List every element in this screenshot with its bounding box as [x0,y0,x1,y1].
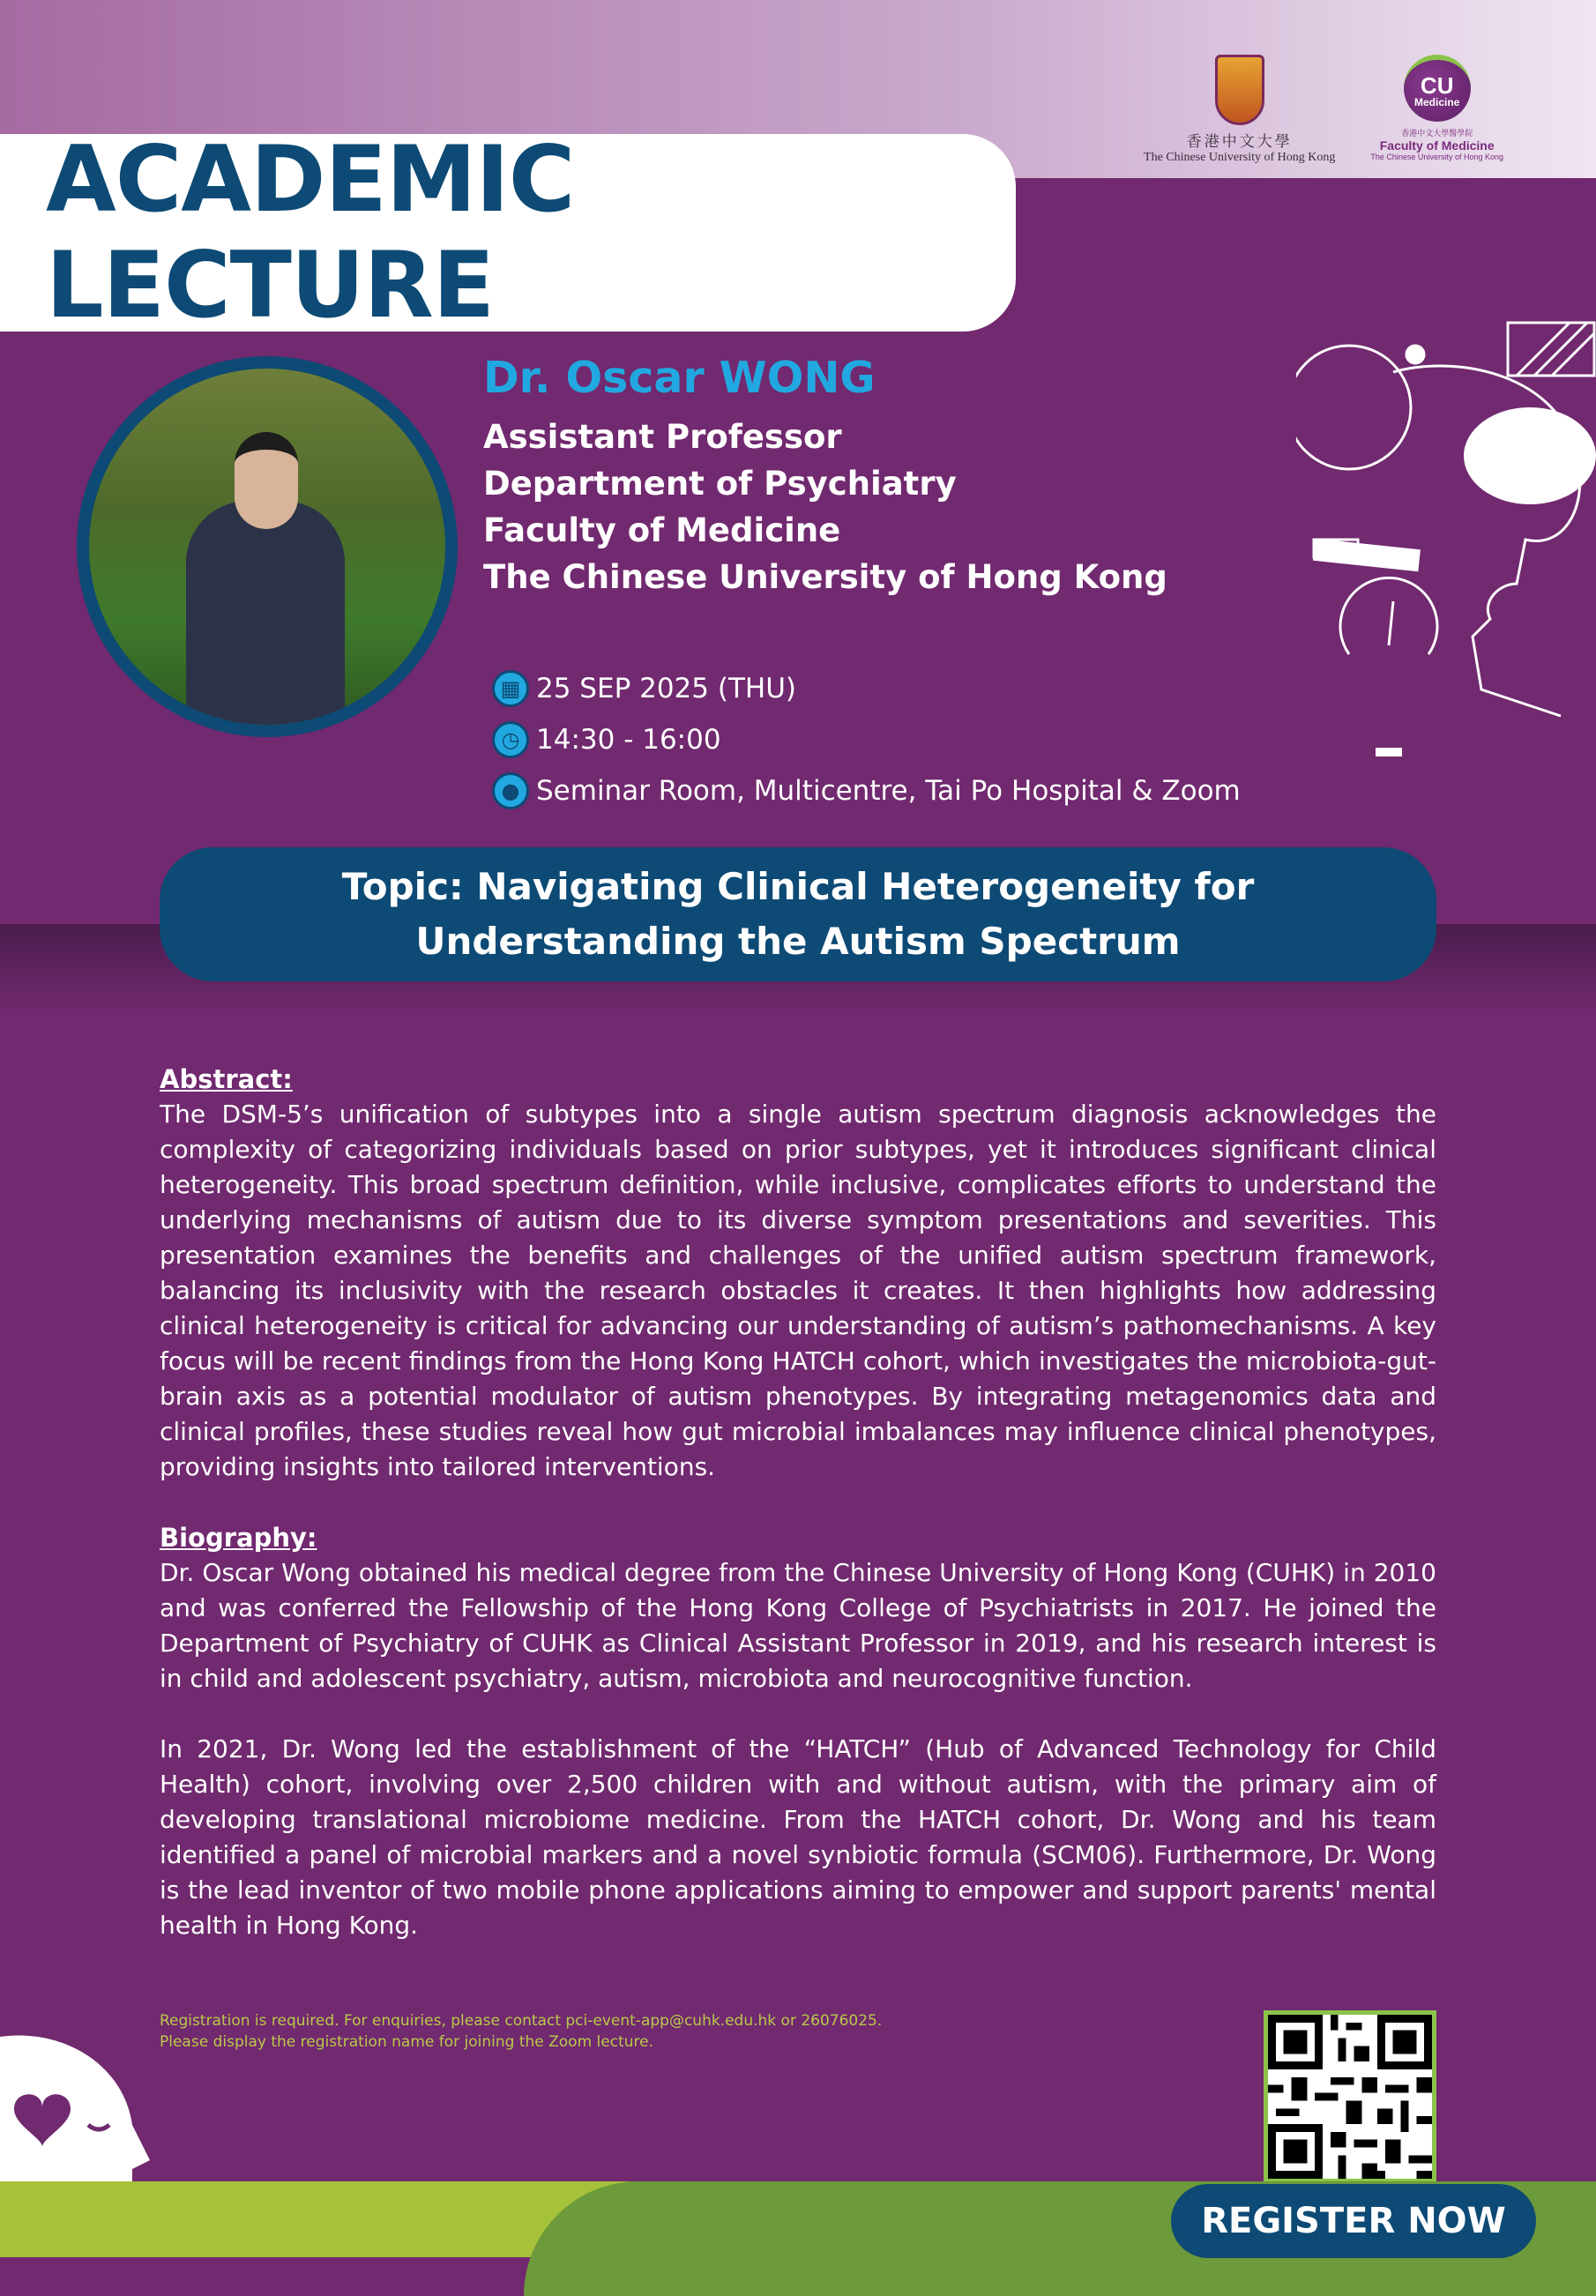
event-time-row [492,714,1241,765]
abstract-heading: Abstract: [160,1064,293,1094]
cuhk-logo [1144,55,1335,165]
badge-bottom-text: Medicine [1414,96,1460,108]
topic-line-1: Topic: Navigating Clinical Heterogeneity for [341,865,1255,908]
speaker-info [483,353,1167,600]
photo-suit-shape [186,501,345,725]
registration-note [160,2010,882,2053]
medicine-logo [1370,55,1503,161]
badge-top-text: CU [1420,72,1454,99]
speaker-photo [77,356,458,737]
title-banner [0,127,1016,339]
topic-banner [160,847,1436,981]
cuhk-crest-icon [1215,55,1264,125]
brain-head-illustration-icon [1296,319,1596,778]
biography-paragraph-2: In 2021, Dr. Wong led the establishment of the “HATCH” (Hub of Advanced Technology for Child Health) cohort, involving over 2,500 children with and without autism, with the primary aim of developing translational microbiome medicine. From the HATCH cohort, Dr. Wong and his team identified a panel of microbial markers and a novel synbiotic formula (SCM06). Furthermore, Dr. Wong is the lead inventor of two mobile phone applications aiming to empower and support parents' mental health in Hong Kong. [160,1734,1436,1940]
faculty-sub-name: The Chinese University of Hong Kong [1370,153,1503,161]
cuhk-english-name: The Chinese University of Hong Kong [1144,151,1336,164]
faculty-english-name: Faculty of Medicine [1379,138,1495,153]
event-time: 14:30 - 16:00 [536,724,721,756]
content-body [160,1062,1436,1943]
logo-group [1144,55,1503,165]
biography-heading: Biography: [160,1523,317,1553]
event-venue: Seminar Room, Multicentre, Tai Po Hospital & Zoom [536,775,1241,807]
speaker-faculty: Faculty of Medicine [483,511,841,549]
speaker-position: Assistant Professor [483,418,842,456]
person-icon: ● [492,772,529,809]
page-title: ACADEMIC LECTURE [46,127,575,339]
clock-icon: ◷ [492,721,529,758]
registration-note-line-2: Please display the registration name for joining the Zoom lecture. [160,2033,653,2051]
speaker-photo-image [89,369,445,725]
event-venue-row [492,765,1241,816]
cuhk-chinese-name: 香港中文大學 [1186,133,1293,151]
calendar-icon: ▦ [492,670,529,707]
event-date: 25 SEP 2025 (THU) [536,673,796,704]
topic-line-2: Understanding the Autism Spectrum [415,920,1181,963]
event-details [492,663,1241,816]
cu-medicine-badge-icon [1404,55,1471,122]
biography-paragraph-1: Dr. Oscar Wong obtained his medical degree from the Chinese University of Hong Kong (CUHK) in 2010 and was conferred the Fellowship of the Hong Kong College of Psychiatrists in 2017. He joined the Department of Psychiatry of CUHK as Clinical Assistant Professor in 2019, and his research interest is in child and adolescent psychiatry, autism, microbiota and neurocognitive function. [160,1558,1436,1693]
event-date-row [492,663,1241,714]
abstract-text: The DSM-5’s unification of subtypes into a single autism spectrum diagnosis acknowledges the complexity of categorizing individuals based on prior subtypes, yet it introduces significant clinical heterogeneity. This broad spectrum definition, while inclusive, complicates efforts to understand the underlying mechanisms of autism due to its diverse symptom presentations and severities. This presentation examines the benefits and challenges of the unified autism spectrum framework, balancing its inclusivity with the research obstacles it creates. It then highlights how addressing clinical heterogeneity is critical for advancing our understanding of autism’s pathomechanisms. A key focus will be recent findings from the Hong Kong HATCH cohort, which investigates the microbiota-gut-brain axis as a potential modulator of autism phenotypes. By integrating metagenomics data and clinical profiles, these studies reveal how gut microbial imbalances may influence clinical phenotypes, providing insights into tailored interventions. [160,1100,1436,1481]
faculty-chinese-name: 香港中文大學醫學院 [1401,130,1473,138]
register-now-button[interactable]: REGISTER NOW [1171,2184,1536,2258]
photo-head-shape [235,432,298,529]
speaker-department: Department of Psychiatry [483,465,957,503]
speaker-name: Dr. Oscar WONG [483,353,876,403]
registration-qr-code[interactable] [1264,2010,1436,2183]
registration-note-line-1: Registration is required. For enquiries, please contact pci-event-app@cuhk.edu.hk or 26076025. [160,2012,883,2030]
speaker-university: The Chinese University of Hong Kong [483,558,1167,596]
